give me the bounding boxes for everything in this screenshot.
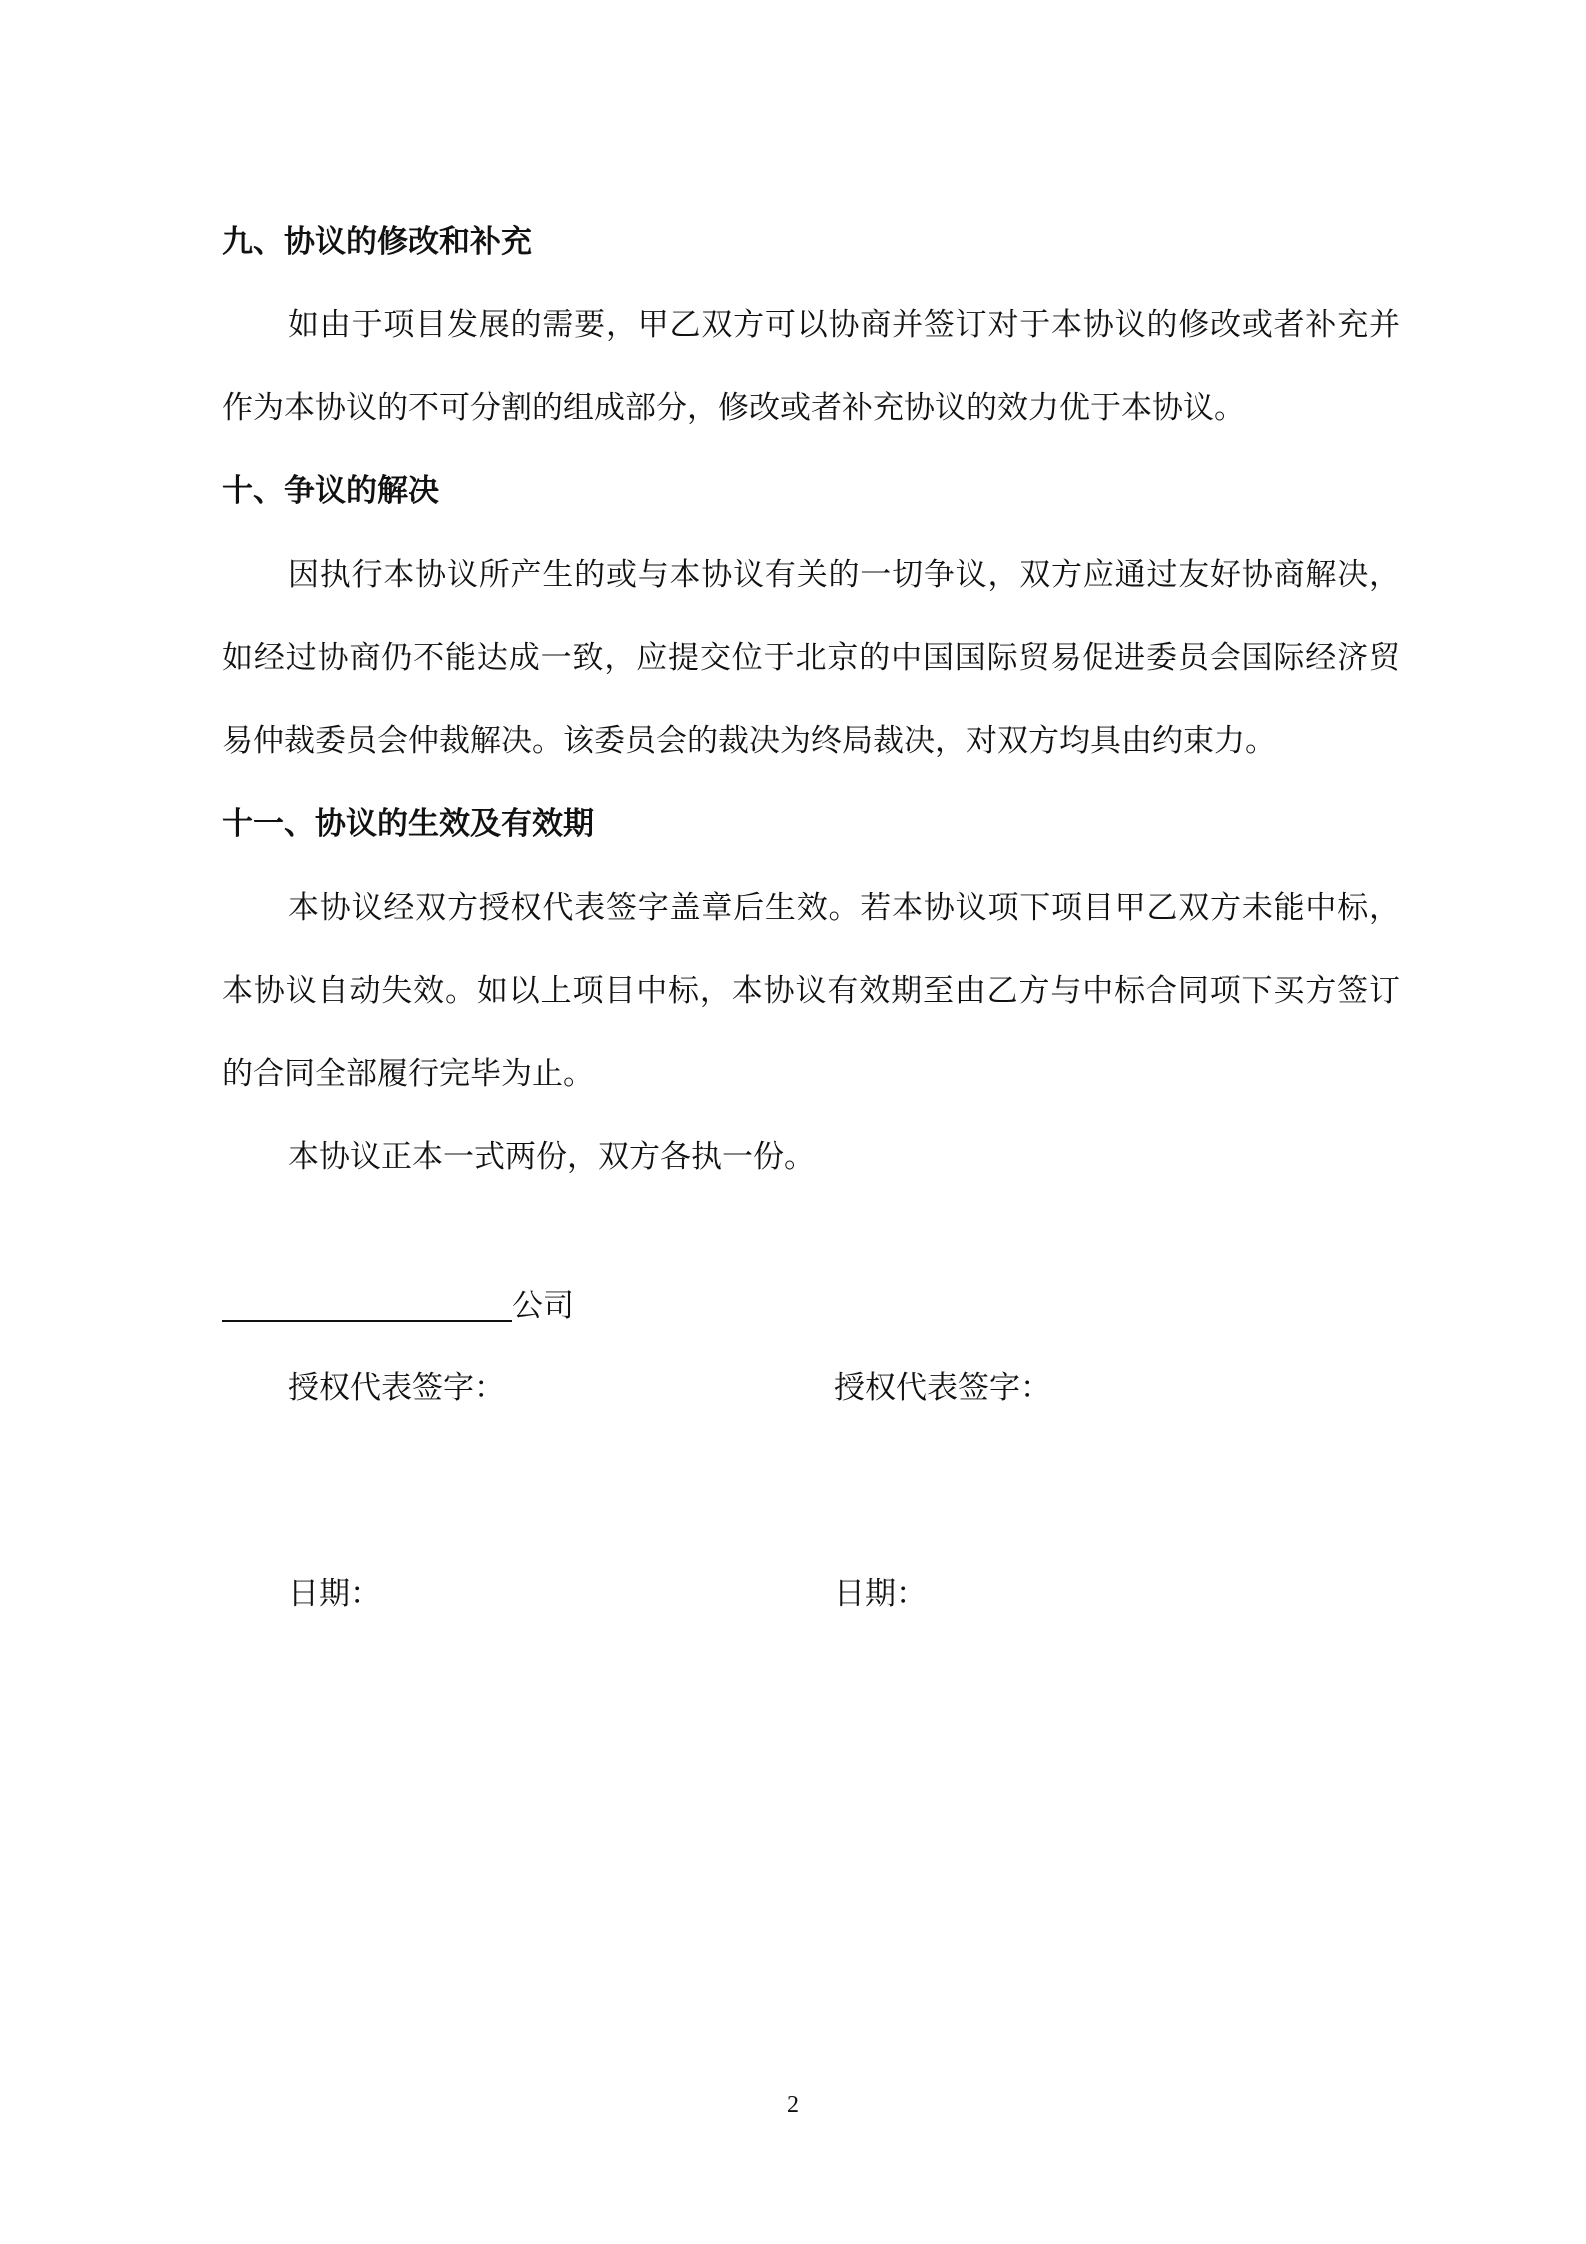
left-signature-label: 授权代表签字：: [288, 1370, 505, 1406]
company-name-blank: [222, 1320, 512, 1322]
paragraph-line: 本协议经双方授权代表签字盖章后生效。若本协议项下项目甲乙双方未能中标，: [288, 890, 1400, 926]
closing-paragraph: 本协议正本一式两份，双方各执一份。: [288, 1139, 815, 1175]
paragraph-line: 如由于项目发展的需要，甲乙双方可以协商并签订对于本协议的修改或者补充并: [288, 307, 1400, 343]
page-number: 2: [787, 2092, 799, 2118]
section-heading-9: 九、协议的修改和补充: [222, 224, 532, 260]
right-signature-label: 授权代表签字：: [834, 1370, 1051, 1406]
paragraph-line: 的合同全部履行完毕为止。: [222, 1056, 594, 1092]
paragraph-line: 易仲裁委员会仲裁解决。该委员会的裁决为终局裁决，对双方均具由约束力。: [222, 723, 1276, 759]
left-date-label: 日期：: [288, 1576, 381, 1612]
section-heading-11: 十一、协议的生效及有效期: [222, 806, 594, 842]
company-label: 公司: [512, 1288, 574, 1324]
paragraph-line: 作为本协议的不可分割的组成部分，修改或者补充协议的效力优于本协议。: [222, 390, 1245, 426]
paragraph-line: 如经过协商仍不能达成一致，应提交位于北京的中国国际贸易促进委员会国际经济贸: [222, 640, 1400, 676]
section-heading-10: 十、争议的解决: [222, 473, 439, 509]
paragraph-line: 因执行本协议所产生的或与本协议有关的一切争议，双方应通过友好协商解决，: [288, 557, 1400, 593]
right-date-label: 日期：: [834, 1576, 927, 1612]
paragraph-line: 本协议自动失效。如以上项目中标，本协议有效期至由乙方与中标合同项下买方签订: [222, 973, 1400, 1009]
